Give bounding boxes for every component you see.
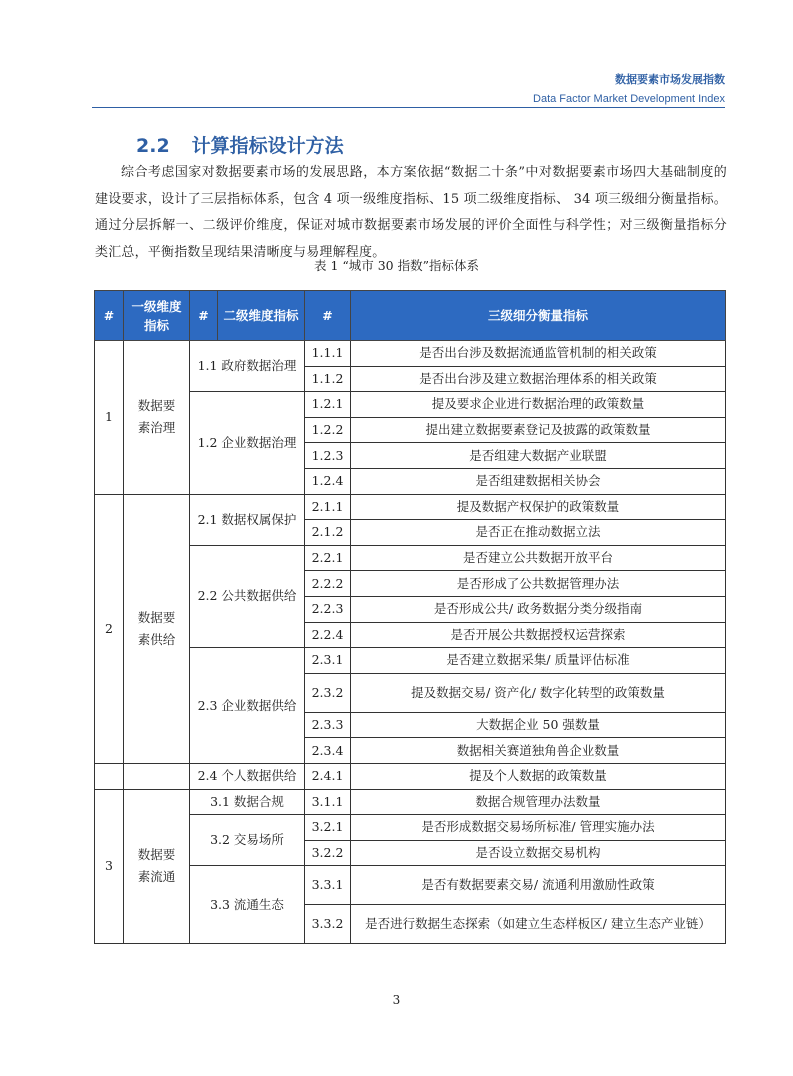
level2-name: 2.4 个人数据供给 [190, 763, 305, 789]
level3-code: 3.2.2 [305, 840, 351, 866]
table-header-row [95, 291, 726, 341]
level3-code: 1.2.1 [305, 392, 351, 418]
index-system-table [94, 290, 726, 944]
level1-name: 数据要素供给 [124, 494, 190, 763]
header-num-3: # [305, 291, 351, 341]
header-level2: 二级维度指标 [218, 291, 305, 341]
level3-text: 数据相关赛道独角兽企业数量 [351, 738, 726, 764]
level2-name: 2.1 数据权属保护 [190, 494, 305, 545]
level3-text: 提及数据交易/ 资产化/ 数字化转型的政策数量 [351, 673, 726, 712]
level1-number [95, 763, 124, 789]
level2-name: 3.1 数据合规 [190, 789, 305, 815]
level3-code: 2.1.2 [305, 520, 351, 546]
level3-text: 提及要求企业进行数据治理的政策数量 [351, 392, 726, 418]
level3-text: 是否开展公共数据授权运营探索 [351, 622, 726, 648]
level3-text: 是否建立公共数据开放平台 [351, 545, 726, 571]
level3-text: 提及数据产权保护的政策数量 [351, 494, 726, 520]
header-level3: 三级细分衡量指标 [351, 291, 726, 341]
level1-name [124, 763, 190, 789]
level3-text: 数据合规管理办法数量 [351, 789, 726, 815]
level3-text: 大数据企业 50 强数量 [351, 712, 726, 738]
table-row [95, 392, 726, 418]
level3-text: 是否设立数据交易机构 [351, 840, 726, 866]
level3-text: 是否形成公共/ 政务数据分类分级指南 [351, 596, 726, 622]
level1-name: 数据要素治理 [124, 341, 190, 495]
level3-code: 1.1.1 [305, 341, 351, 367]
header-title-en: Data Factor Market Development Index [533, 93, 725, 105]
header-divider [92, 107, 725, 108]
intro-paragraph: 综合考虑国家对数据要素市场的发展思路，本方案依据“数据二十条”中对数据要素市场四大基础制度的建设要求，设计了三层指标体系，包含 4 项一级维度指标、15 项二级维度指标、 34 项三级细分衡量指标。通过分层拆解一、二级评价维度，保证对城市数据要素市场发展的评价全面性与科学性；对三级衡量指标分类汇总，平衡指数呈现结果清晰度与易理解程度。 [95, 165, 727, 260]
section-number: 2.2 [136, 135, 170, 157]
level3-text: 是否组建数据相关协会 [351, 468, 726, 494]
table-row [95, 494, 726, 520]
level3-code: 2.2.3 [305, 596, 351, 622]
header-num-2: # [190, 291, 218, 341]
level3-text: 是否有数据要素交易/ 流通利用激励性政策 [351, 866, 726, 905]
table-row [95, 789, 726, 815]
level3-code: 3.3.1 [305, 866, 351, 905]
level3-text: 是否正在推动数据立法 [351, 520, 726, 546]
table-row [95, 341, 726, 367]
level2-name: 2.3 企业数据供给 [190, 648, 305, 764]
level1-name: 数据要素流通 [124, 789, 190, 944]
level3-text: 是否出台涉及数据流通监管机制的相关政策 [351, 341, 726, 367]
level2-name: 1.2 企业数据治理 [190, 392, 305, 494]
level1-number: 2 [95, 494, 124, 763]
level2-name: 3.3 流通生态 [190, 866, 305, 944]
level3-text: 是否出台涉及建立数据治理体系的相关政策 [351, 366, 726, 392]
level3-code: 2.3.2 [305, 673, 351, 712]
level3-code: 1.2.3 [305, 443, 351, 469]
header-level1: 一级维度指标 [124, 291, 190, 341]
level1-number: 1 [95, 341, 124, 495]
level2-name: 1.1 政府数据治理 [190, 341, 305, 392]
level2-name: 3.2 交易场所 [190, 815, 305, 866]
level3-code: 2.3.1 [305, 648, 351, 674]
level3-text: 是否形成了公共数据管理办法 [351, 571, 726, 597]
level3-text: 是否进行数据生态探索（如建立生态样板区/ 建立生态产业链） [351, 905, 726, 944]
header-title-cn: 数据要素市场发展指数 [615, 73, 725, 86]
level3-code: 2.2.4 [305, 622, 351, 648]
level1-number: 3 [95, 789, 124, 944]
header-num-1: # [95, 291, 124, 341]
table-row [95, 815, 726, 841]
level2-name: 2.2 公共数据供给 [190, 545, 305, 647]
page-number: 3 [392, 993, 401, 1007]
section-title: 计算指标设计方法 [191, 135, 344, 157]
level3-code: 3.1.1 [305, 789, 351, 815]
level3-code: 1.2.2 [305, 417, 351, 443]
level3-text: 提及个人数据的政策数量 [351, 763, 726, 789]
level3-code: 3.3.2 [305, 905, 351, 944]
level3-code: 2.4.1 [305, 763, 351, 789]
table-caption: 表 1 “城市 30 指数”指标体系 [313, 258, 480, 273]
table-row [95, 545, 726, 571]
level3-code: 2.1.1 [305, 494, 351, 520]
level3-text: 提出建立数据要素登记及披露的政策数量 [351, 417, 726, 443]
level3-code: 2.3.3 [305, 712, 351, 738]
table-row [95, 763, 726, 789]
level3-code: 1.1.2 [305, 366, 351, 392]
level3-code: 2.2.2 [305, 571, 351, 597]
level3-text: 是否形成数据交易场所标准/ 管理实施办法 [351, 815, 726, 841]
level3-code: 1.2.4 [305, 468, 351, 494]
section-heading [136, 131, 344, 158]
table-row [95, 866, 726, 905]
table-row [95, 648, 726, 674]
level3-code: 2.3.4 [305, 738, 351, 764]
level3-text: 是否建立数据采集/ 质量评估标准 [351, 648, 726, 674]
level3-code: 3.2.1 [305, 815, 351, 841]
level3-text: 是否组建大数据产业联盟 [351, 443, 726, 469]
level3-code: 2.2.1 [305, 545, 351, 571]
